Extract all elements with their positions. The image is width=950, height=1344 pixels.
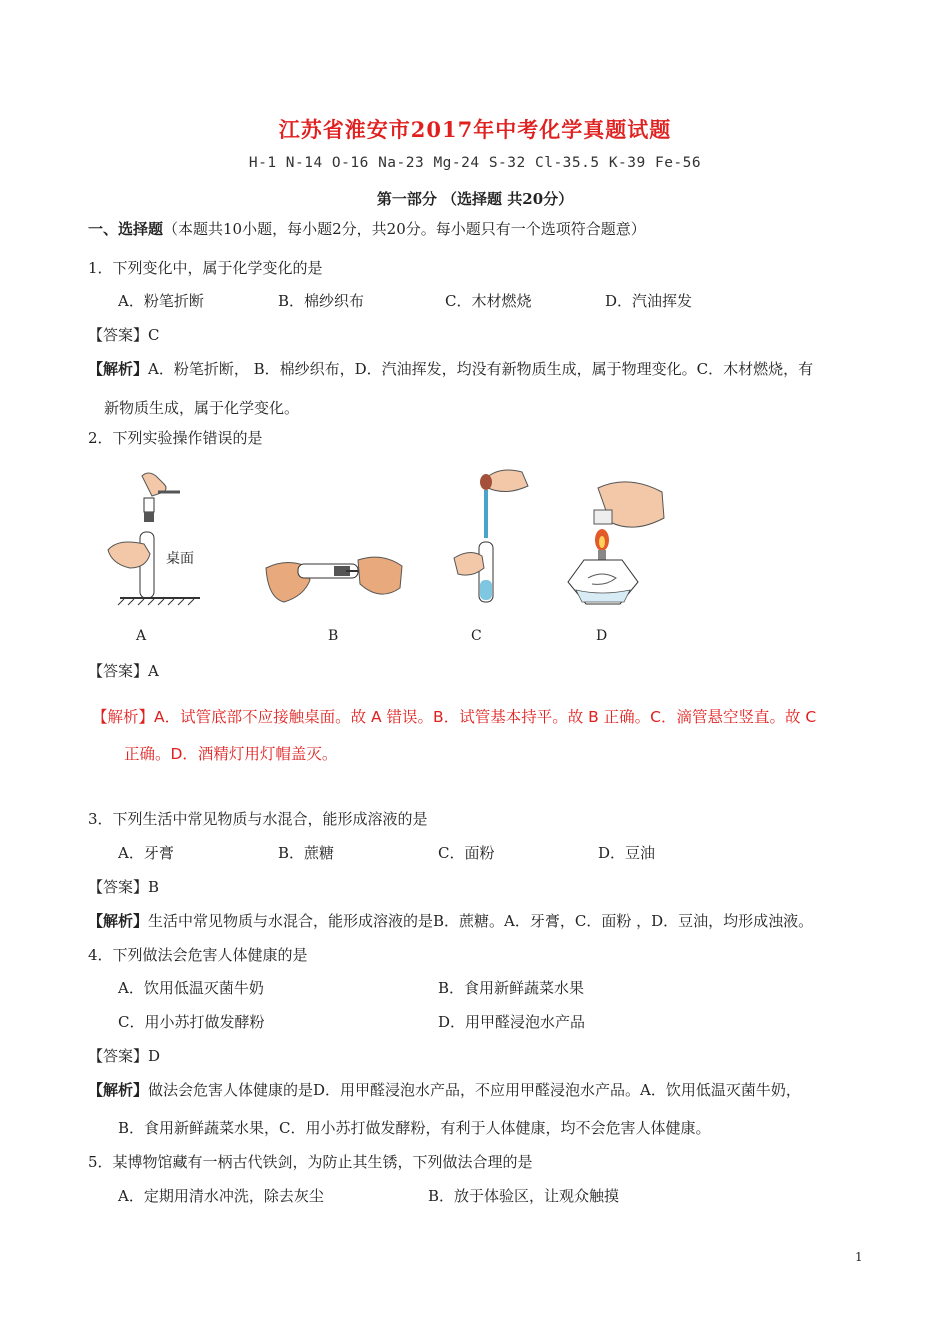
q3-option-b: B．蔗糖 [278,844,335,862]
page-title: 江苏省淮安市2017年中考化学真题试题 [278,117,672,142]
q3-option-a: A．牙膏 [118,844,174,862]
q4-option-b: B．食用新鲜蔬菜水果 [438,979,585,997]
page-number: 1 [855,1250,863,1264]
figure-label-d: D [596,628,608,644]
q1-option-b: B．棉纱织布 [278,292,365,310]
q2-answer: 【答案】A [88,662,159,680]
q1-option-a: A．粉笔折断 [118,292,204,310]
q1-stem: 1．下列变化中，属于化学变化的是 [88,259,323,277]
q4-analysis-label: 【解析】 [88,1081,149,1099]
section-heading [88,219,646,239]
q5-option-a: A．定期用清水冲洗，除去灰尘 [118,1187,324,1205]
q3-option-c: C．面粉 [438,844,495,862]
q2-stem: 2．下列实验操作错误的是 [88,429,263,447]
figure-d-alcohol-lamp [558,478,668,608]
q4-option-d: D．用甲醛浸泡水产品 [438,1013,586,1031]
q1-option-c: C．木材燃烧 [445,292,532,310]
figure-label-c: C [471,628,482,644]
section-description: （本题共10小题，每小题2分，共20分。每小题只有一个选项符合题意） [163,220,646,238]
figure-b-horizontal-test-tube [262,550,407,610]
part-heading: 第一部分 （选择题 共20分） [376,190,574,208]
q1-answer: 【答案】C [88,326,160,344]
q1-option-d: D．汽油挥发 [605,292,693,310]
section-label: 一、选择题 [88,220,164,238]
q1-analysis-line2: 新物质生成，属于化学变化。 [104,399,300,417]
q4-analysis-line2: B．食用新鲜蔬菜水果，C．用小苏打做发酵粉，有利于人体健康，均不会危害人体健康。 [118,1119,711,1137]
q1-analysis-label: 【解析】 [88,360,149,378]
figure-a-test-tube-on-desk [100,468,210,608]
q2-analysis-line2: 正确。D．酒精灯用灯帽盖灭。 [124,745,338,763]
q5-stem: 5．某博物馆藏有一柄古代铁剑，为防止其生锈，下列做法合理的是 [88,1153,533,1171]
q4-option-c: C．用小苏打做发酵粉 [118,1013,265,1031]
q2-analysis-line1: 【解析】A．试管底部不应接触桌面。故 A 错误。B．试管基本持平。故 B 正确。C．滴管悬空竖直。故 C [92,708,817,726]
q3-analysis-line1: 生活中常见物质与水混合，能形成溶液的是B．蔗糖。A．牙膏，C．面粉 ，D．豆油，均形成浊液。 [148,912,814,930]
q5-option-b: B．放于体验区，让观众触摸 [428,1187,620,1205]
q4-analysis [88,1080,801,1100]
figure-label-a: A [136,628,147,644]
q4-answer: 【答案】D [88,1047,161,1065]
q3-analysis-label: 【解析】 [88,912,149,930]
figure-label-b: B [328,628,339,644]
q4-stem: 4．下列做法会危害人体健康的是 [88,946,308,964]
q3-analysis [88,911,813,931]
q4-option-a: A．饮用低温灭菌牛奶 [118,979,264,997]
desk-label: 桌面 [166,551,194,567]
q1-analysis [88,359,813,379]
figure-c-dropper-above-tube [452,468,532,608]
q1-analysis-line1: A．粉笔折断， B．棉纱织布，D．汽油挥发，均没有新物质生成，属于物理变化。C．木材燃烧，有 [148,360,814,378]
relative-atomic-masses: H-1 N-14 O-16 Na-23 Mg-24 S-32 Cl-35.5 K-39 Fe-56 [248,155,702,171]
q3-answer: 【答案】B [88,878,160,896]
q3-option-d: D．豆油 [598,844,656,862]
q3-stem: 3．下列生活中常见物质与水混合，能形成溶液的是 [88,810,428,828]
q4-analysis-line1: 做法会危害人体健康的是D．用甲醛浸泡水产品，不应用甲醛浸泡水产品。A．饮用低温灭菌牛奶， [148,1081,801,1099]
